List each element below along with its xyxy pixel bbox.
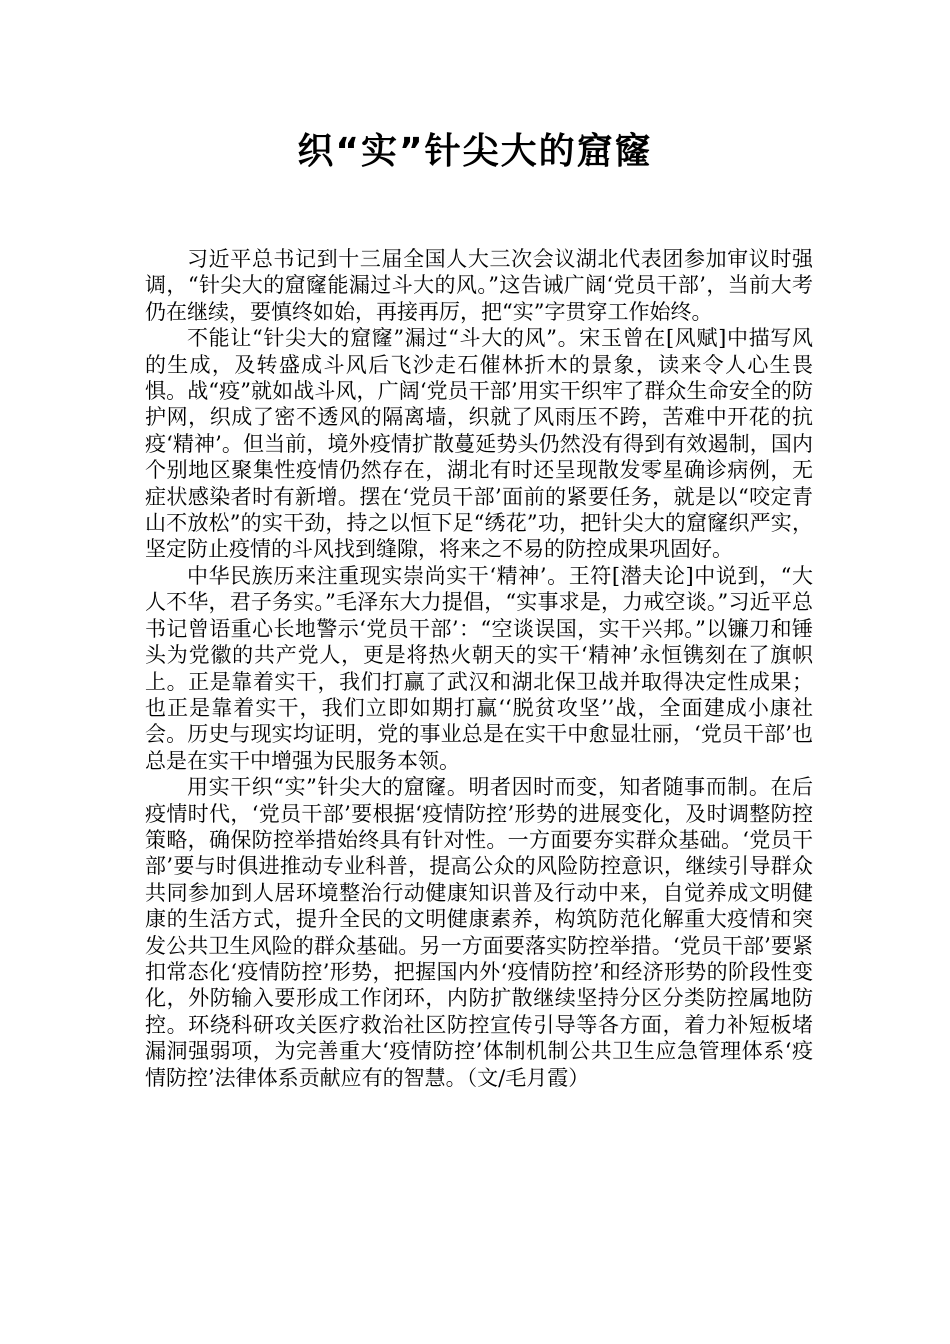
paragraph-3: 中华民族历来注重现实崇尚实干‘精神’。王符[潜夫论]中说到，“大人不华，君子务实。”毛泽东大力提倡，“实事求是，力戒空谈。”习近平总书记曾语重心长地警示‘党员干部’：“空谈误国，实干兴邦。”以镰刀和锤头为党徽的共产党人，更是将热火朝天的实干‘精神’永恒镌刻在了旗帜上。正是靠着实干，我们打赢了武汉和湖北保卫战并取得决定性成果；也正是靠着实干，我们立即如期打赢‘‘脱贫攻坚’’战，全面建成小康社会。历史与现实均证明，党的事业总是在实干中愈显壮丽，‘党员干部’也总是在实干中增强为民服务本领。 bbox=[145, 563, 813, 773]
paragraph-2: 不能让“针尖大的窟窿”漏过“斗大的风”。宋玉曾在[风赋]中描写风的生成，及转盛成斗风后飞沙走石催林折木的景象，读来令人心生畏惧。战“疫”就如战斗风，广阔‘党员干部’用实干织牢了群众生命安全的防护网，织成了密不透风的隔离墙，织就了风雨压不跨，苦难中开花的抗疫‘精神’。但当前，境外疫情扩散蔓延势头仍然没有得到有效遏制，国内个别地区聚集性疫情仍然存在，湖北有时还呈现散发零星确诊病例，无症状感染者时有新增。摆在‘党员干部’面前的紧要任务，就是以“咬定青山不放松”的实干劲，持之以恒下足“绣花”功，把针尖大的窟窿织严实，坚定防止疫情的斗风找到缝隙，将来之不易的防控成果巩固好。 bbox=[145, 326, 813, 562]
paragraph-1: 习近平总书记到十三届全国人大三次会议湖北代表团参加审议时强调，“针尖大的窟窿能漏过斗大的风。”这告诫广阔‘党员干部’，当前大考仍在继续，要慎终如始，再接再厉，把“实”字贯穿工作始终。 bbox=[145, 247, 813, 324]
article-body bbox=[145, 246, 813, 1091]
paragraph-4: 用实干织“实”针尖大的窟窿。明者因时而变，知者随事而制。在后疫情时代，‘党员干部’要根据‘疫情防控’形势的进展变化，及时调整防控策略，确保防控举措始终具有针对性。一方面要夯实群众基础。‘党员干部’要与时俱进推动专业科普，提高公众的风险防控意识，继续引导群众共同参加到人居环境整治行动健康知识普及行动中来，自觉养成文明健康的生活方式，提升全民的文明健康素养，构筑防范化解重大疫情和突发公共卫生风险的群众基础。另一方面要落实防控举措。‘党员干部’要紧扣常态化‘疫情防控’形势，把握国内外‘疫情防控’和经济形势的阶段性变化，外防输入要形成工作闭环，内防扩散继续坚持分区分类防控属地防控。环绕科研攻关医疗救治社区防控宣传引导等各方面，着力补短板堵漏洞强弱项，为完善重大‘疫情防控’体制机制公共卫生应急管理体系‘疫情防控’法律体系贡献应有的智慧。（文/毛月霞） bbox=[145, 775, 813, 1090]
page-title: 织“实”针尖大的窟窿 bbox=[297, 131, 653, 172]
